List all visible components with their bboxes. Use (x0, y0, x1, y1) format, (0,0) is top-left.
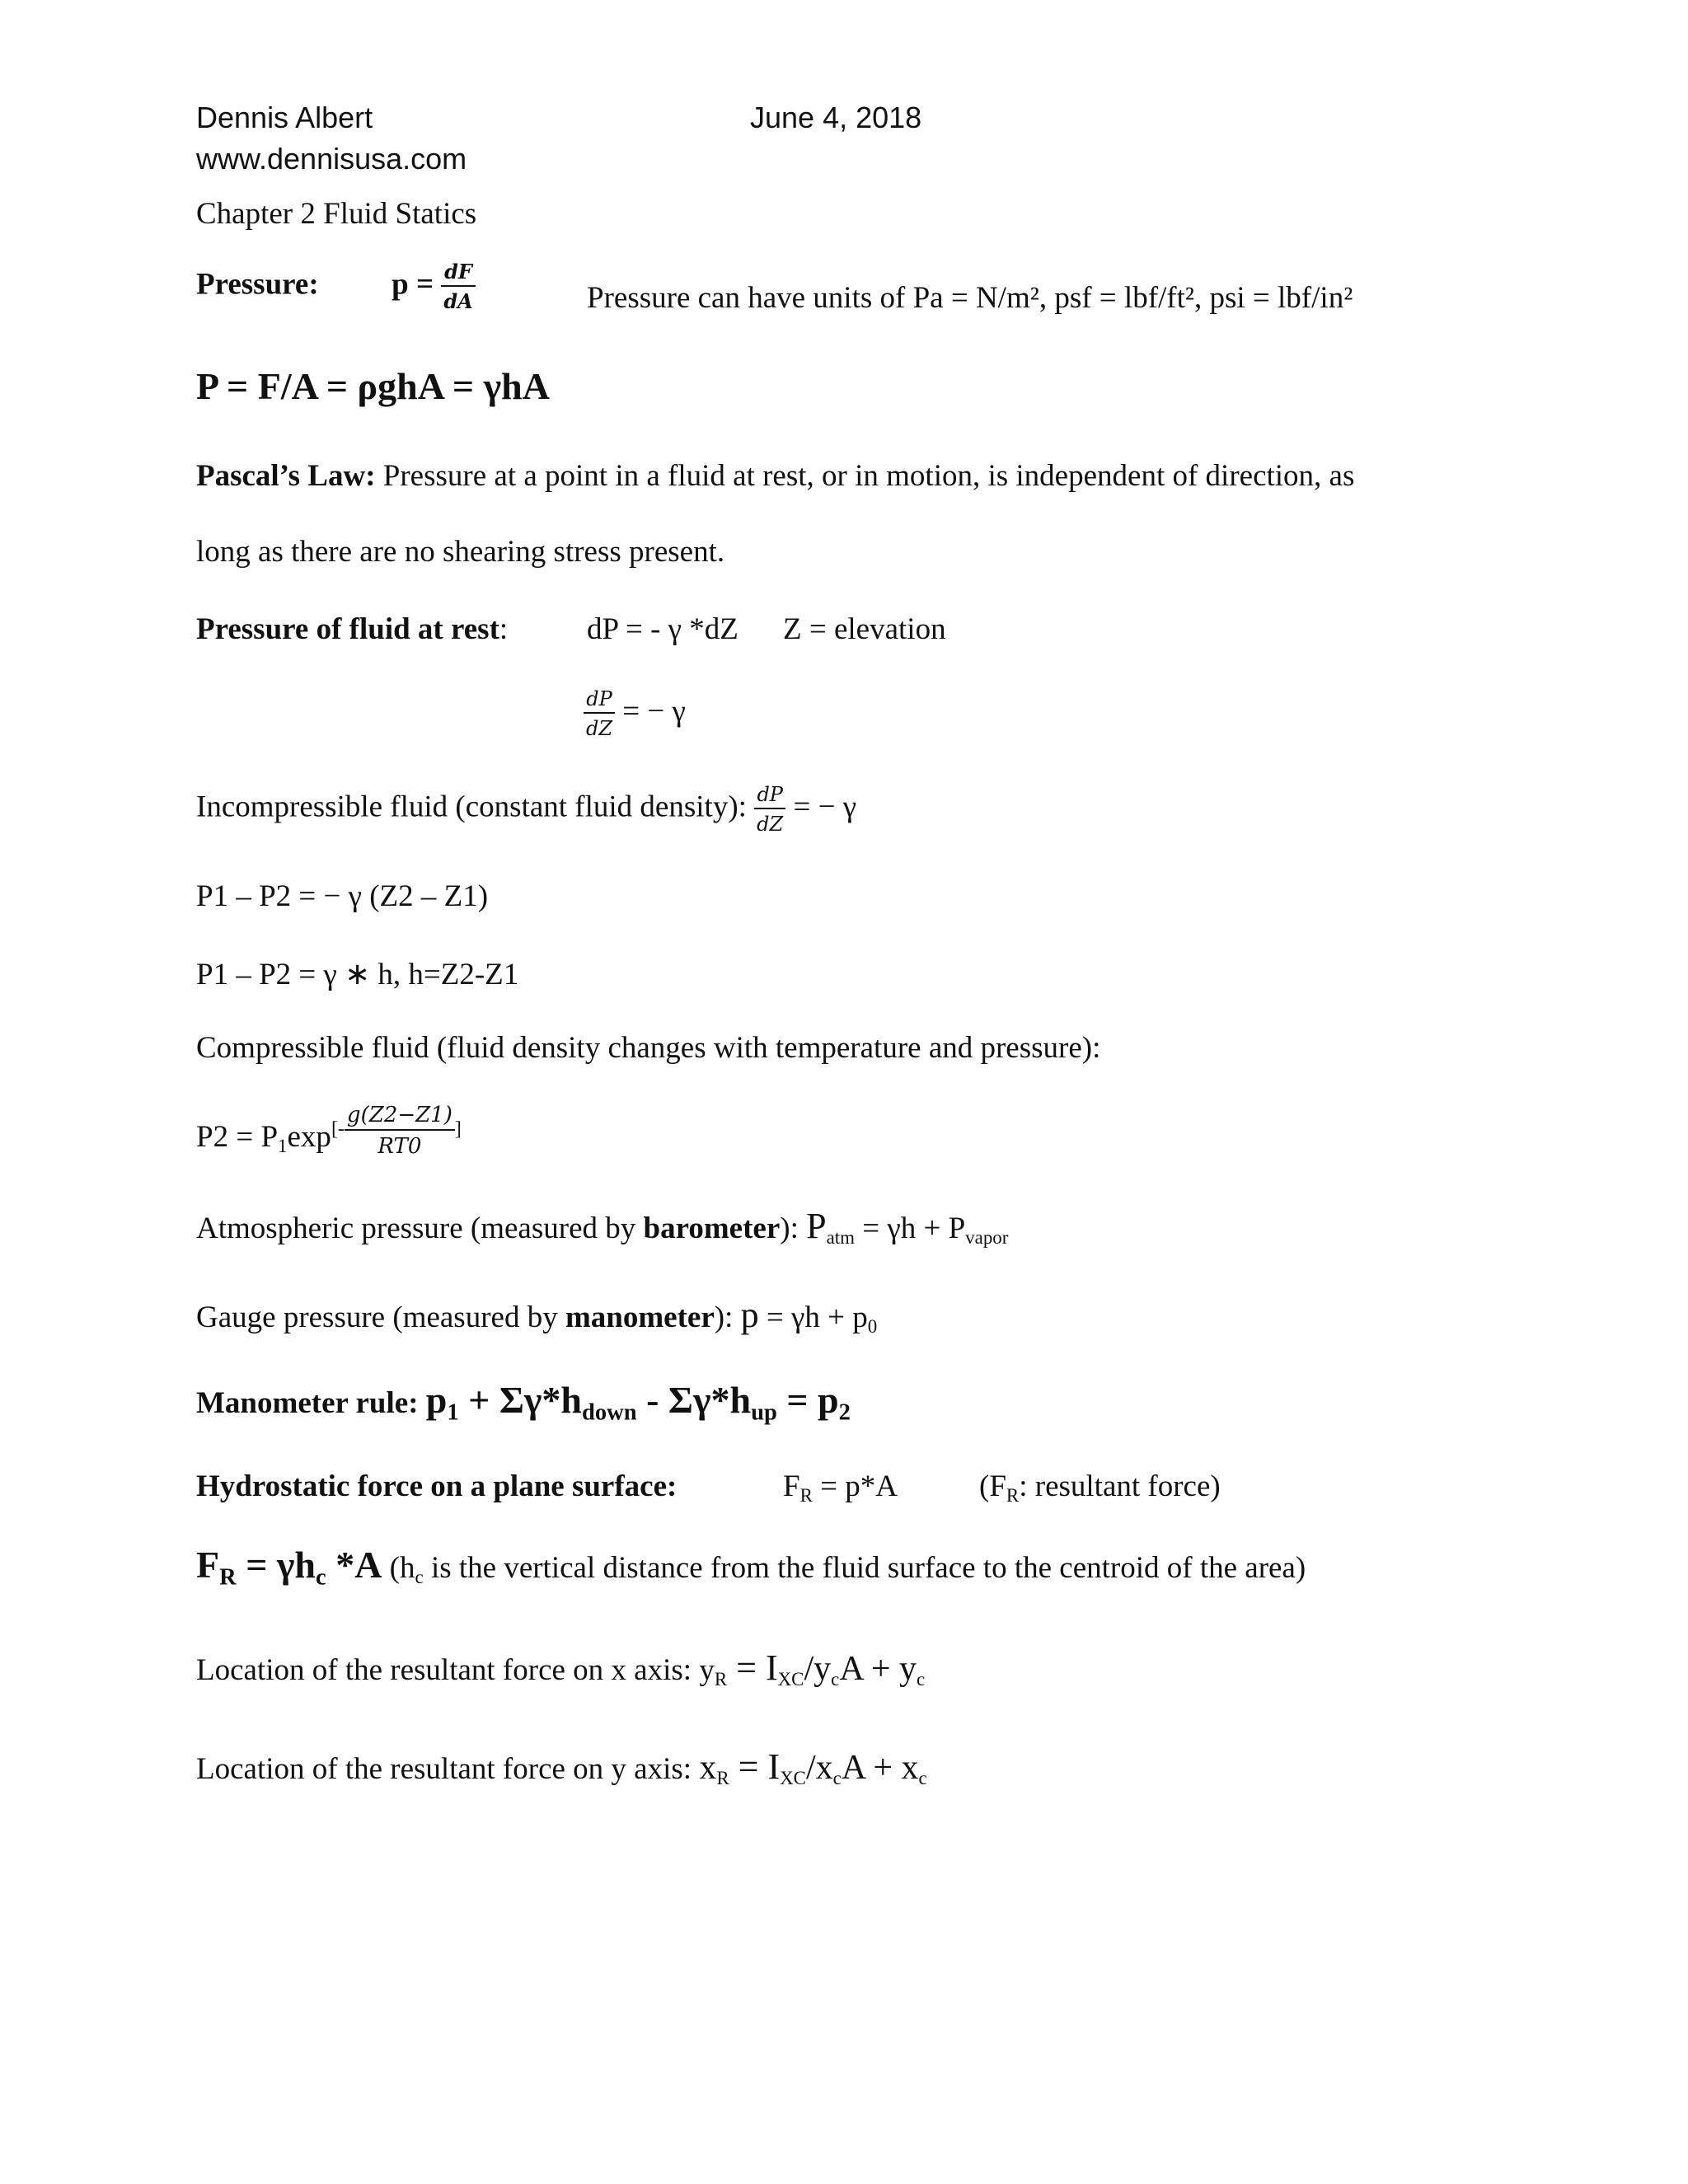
location-y-c-subscript: c (832, 1767, 842, 1788)
gauge-p0-subscript: 0 (867, 1315, 878, 1337)
location-y-axis (196, 1746, 927, 1788)
incompressible-derivative-fraction (754, 785, 785, 834)
chapter-title: Chapter 2 Fluid Statics (196, 197, 477, 231)
pressure-denominator: dA (443, 289, 473, 313)
gauge-close: ): (714, 1301, 734, 1334)
incompressible-text: Incompressible fluid (constant fluid density): (196, 790, 747, 824)
fr-note-subscript: c (415, 1566, 424, 1587)
fr-h-subscript: c (316, 1564, 326, 1591)
atmospheric-pressure-line (196, 1205, 1008, 1247)
pressure-definition (196, 262, 476, 312)
fluid-at-rest-heading (196, 612, 508, 647)
hydrostatic-note-subscript: R (1006, 1484, 1020, 1506)
location-x-i-subscript: XC (777, 1668, 804, 1690)
hydrostatic-rhs: = p*A (812, 1469, 898, 1503)
pascal-text-line1: Pressure at a point in a fluid at rest, or in motion, is independent of direction, as (382, 459, 1355, 493)
location-y-text: Location of the resultant force on y axis: (196, 1752, 700, 1786)
manometer-term: manometer (565, 1301, 715, 1334)
hydrostatic-note-text: : resultant force) (1019, 1469, 1221, 1503)
hydrostatic-note (979, 1469, 1221, 1504)
manometer-sum-down: + Σγ*h (458, 1379, 583, 1421)
manometer-up-subscript: up (751, 1399, 777, 1426)
compressible-bracket-close: ] (454, 1118, 462, 1140)
pressure-lhs: p = (392, 267, 434, 302)
fr-note-open: (h (382, 1551, 415, 1585)
elevation-definition: Z = elevation (783, 612, 946, 646)
pascal-text-line2: long as there are no shearing stress present. (196, 535, 725, 569)
pascal-law (196, 458, 1354, 494)
manometer-p2-subscript: 2 (838, 1399, 851, 1426)
gauge-p: p (740, 1295, 759, 1335)
fr-f: F (196, 1544, 220, 1586)
atmospheric-p: P (806, 1206, 827, 1246)
location-x-div: /y (804, 1650, 832, 1688)
main-formula: P = F/A = ρghA = γhA (196, 365, 550, 407)
hydrostatic-label-text: Hydrostatic force on a plane surface: (196, 1469, 678, 1503)
compressible-text: Compressible fluid (fluid density changes with temperature and pressure): (196, 1031, 1101, 1065)
incompressible-equation-1: P1 – P2 = − γ (Z2 – Z1) (196, 879, 489, 913)
compressible-bracket-open: [- (331, 1118, 345, 1140)
compressible-lhs: P2 = P (196, 1120, 279, 1154)
manometer-rule (196, 1378, 851, 1426)
location-x-y: y (699, 1653, 715, 1687)
incompressible-line (196, 785, 856, 834)
pascal-label: Pascal’s Law: (196, 459, 376, 493)
location-y-tail: A + x (841, 1749, 919, 1787)
manometer-down-subscript: down (582, 1399, 637, 1426)
location-x-tail-subscript: c (917, 1668, 926, 1690)
hydrostatic-note-open: (F (979, 1469, 1006, 1503)
resultant-force-formula (196, 1543, 1306, 1591)
atmospheric-close: ): (780, 1212, 799, 1245)
hydrostatic-label (196, 1469, 677, 1504)
rest-derivative-numerator: dP (584, 689, 615, 714)
fr-gamma-h: = γh (236, 1544, 316, 1586)
compressible-exp: exp (287, 1120, 331, 1154)
fr-note-text: is the vertical distance from the fluid surface to the centroid of the area) (423, 1551, 1306, 1585)
fluid-at-rest-label: Pressure of fluid at rest (196, 612, 499, 646)
pressure-numerator: dF (441, 262, 475, 287)
location-y-i-subscript: XC (780, 1767, 806, 1788)
location-y-div: /x (805, 1749, 833, 1787)
incompressible-derivative-numerator: dP (754, 785, 785, 809)
incompressible-derivative-rhs: = − γ (793, 790, 857, 824)
manometer-rule-label: Manometer rule: (196, 1386, 426, 1420)
pressure-fraction (441, 262, 475, 312)
manometer-p1: p (425, 1379, 448, 1421)
location-y-tail-subscript: c (918, 1767, 927, 1788)
hydrostatic-f-subscript: R (799, 1484, 813, 1506)
author-name: Dennis Albert (196, 101, 373, 134)
manometer-p1-subscript: 1 (447, 1399, 459, 1426)
rest-derivative-denominator: dZ (586, 717, 613, 740)
hydrostatic-equation (783, 1469, 898, 1504)
location-x-axis (196, 1647, 925, 1689)
location-x-i: = I (727, 1647, 778, 1688)
gauge-pressure-line (196, 1294, 877, 1336)
rest-derivative (584, 689, 686, 738)
fr-area: *A (326, 1544, 382, 1586)
pressure-units: Pressure can have units of Pa = N/m², psf = lbf/ft², psi = lbf/in² (587, 281, 1353, 315)
location-y-x-subscript: R (716, 1767, 729, 1788)
compressible-exponent-fraction (345, 1104, 455, 1157)
compressible-p-subscript: 1 (278, 1135, 288, 1156)
gauge-text: Gauge pressure (measured by (196, 1301, 565, 1334)
location-x-y-subscript: R (714, 1668, 728, 1690)
incompressible-equation-2: P1 – P2 = γ ∗ h, h=Z2-Z1 (196, 958, 519, 991)
atmospheric-subscript: atm (826, 1226, 855, 1248)
rest-derivative-rhs: = − γ (622, 694, 686, 729)
location-x-c-subscript: c (831, 1668, 840, 1690)
rest-derivative-fraction (584, 689, 615, 738)
location-y-i: = I (729, 1746, 781, 1787)
incompressible-derivative-denominator: dZ (757, 813, 784, 836)
compressible-exponent-numerator: g(Z2−Z1) (345, 1104, 455, 1131)
hydrostatic-f: F (783, 1469, 800, 1503)
location-x-text: Location of the resultant force on x axis: (196, 1653, 700, 1687)
manometer-sum-up: - Σγ*h (636, 1379, 752, 1421)
location-y-x: x (699, 1749, 717, 1787)
fluid-at-rest-colon: : (499, 612, 509, 646)
barometer-term: barometer (643, 1212, 781, 1245)
pressure-label: Pressure: (196, 267, 319, 302)
atmospheric-text: Atmospheric pressure (measured by (196, 1212, 644, 1245)
website-url: www.dennisusa.com (196, 142, 467, 176)
vapor-subscript: vapor (965, 1226, 1009, 1248)
manometer-p2: = p (776, 1379, 839, 1421)
atmospheric-rhs: = γh + P (855, 1212, 966, 1245)
fr-f-subscript: R (219, 1564, 237, 1591)
compressible-equation (196, 1104, 462, 1157)
compressible-exponent-denominator: RT0 (377, 1134, 422, 1159)
location-x-tail: A + y (839, 1650, 917, 1688)
document-date: June 4, 2018 (750, 101, 922, 134)
fluid-at-rest-equation: dP = - γ *dZ (587, 612, 738, 646)
gauge-rhs: = γh + p (758, 1301, 868, 1334)
